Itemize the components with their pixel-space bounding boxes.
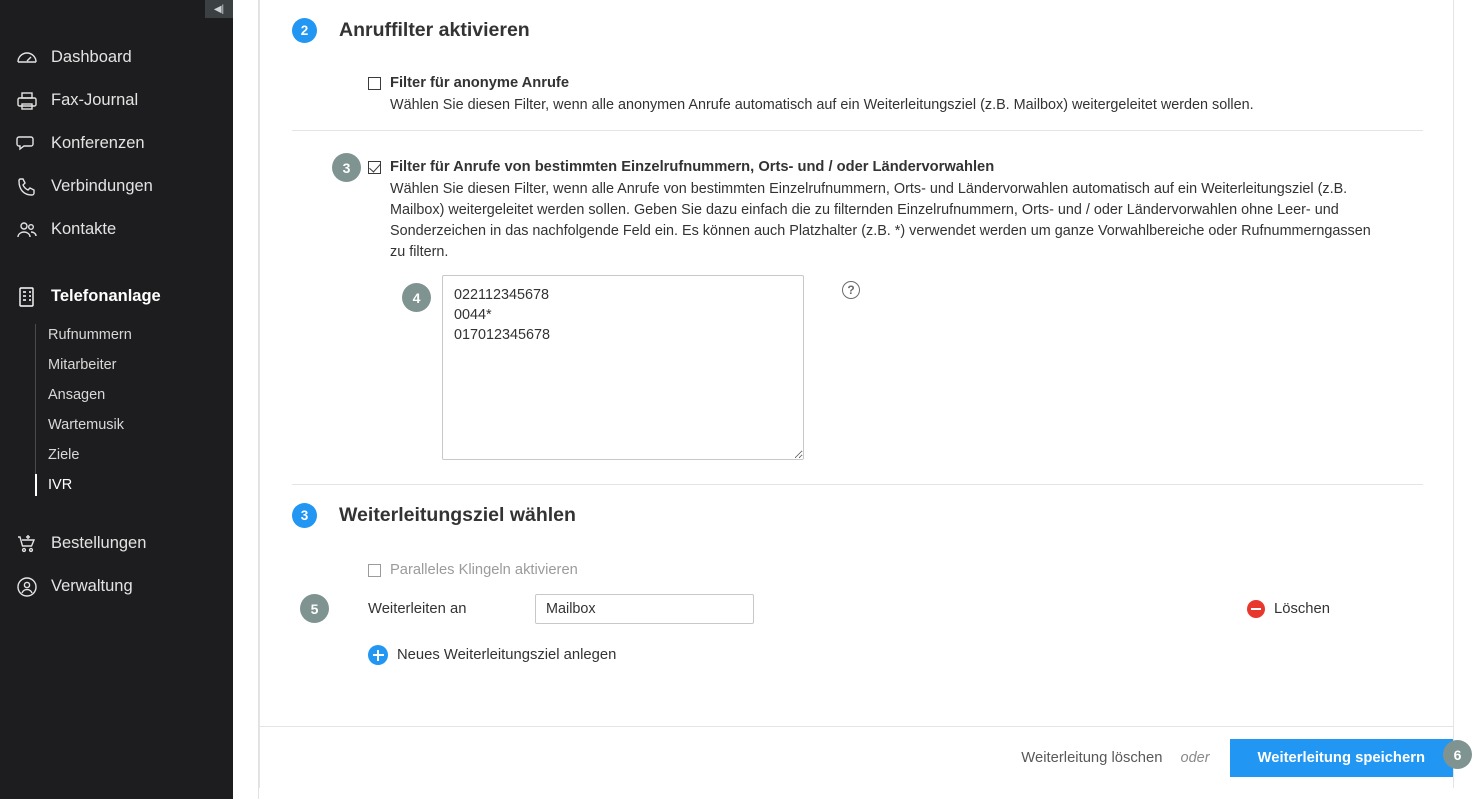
parallel-ringing-row — [292, 536, 1423, 580]
sidebar-collapse-icon[interactable]: ◀| — [205, 0, 233, 18]
printer-icon — [15, 89, 47, 113]
sidebar-subitem-mitarbeiter[interactable]: Mitarbeiter — [48, 357, 117, 373]
forward-target-label: Weiterleiten an — [368, 601, 467, 617]
speedometer-icon — [15, 46, 47, 70]
step-badge-3: 3 — [292, 503, 317, 528]
sidebar-item-label: Konferenzen — [51, 134, 145, 152]
sidebar-item-label: Fax-Journal — [51, 91, 139, 109]
add-target-button[interactable] — [292, 624, 1423, 665]
building-icon — [15, 285, 47, 309]
step-badge-5: 5 — [300, 594, 329, 623]
delete-forwarding-button[interactable]: Weiterleitung löschen — [1021, 749, 1163, 766]
number-filter-checkbox[interactable] — [368, 161, 381, 174]
sidebar-item-konferenzen[interactable] — [0, 122, 233, 165]
number-filter-textarea[interactable] — [442, 275, 804, 460]
cart-icon — [15, 532, 47, 556]
section-anruffilter — [260, 0, 1453, 485]
sidebar-item-fax-journal[interactable] — [0, 79, 233, 122]
help-icon[interactable]: ? — [842, 281, 860, 299]
anonymous-filter-row — [292, 51, 1423, 93]
sidebar-subitem-wartemusik[interactable]: Wartemusik — [48, 417, 124, 433]
sidebar-item-label: Dashboard — [51, 48, 132, 66]
main-area — [233, 0, 1480, 799]
save-forwarding-button[interactable]: Weiterleitung speichern — [1230, 739, 1453, 777]
chat-icon — [15, 132, 47, 156]
phone-waves-icon — [15, 175, 47, 199]
plus-circle-icon — [368, 645, 388, 665]
people-icon — [15, 218, 47, 242]
sidebar-item-label: Bestellungen — [51, 534, 147, 552]
section-anruffilter-header — [292, 0, 1423, 51]
section-title: Weiterleitungsziel wählen — [339, 504, 576, 526]
sidebar-subitem-ziele[interactable]: Ziele — [48, 447, 80, 463]
step-badge-6: 6 — [1443, 740, 1472, 769]
delete-target-button[interactable] — [1247, 600, 1330, 618]
forwarding-panel — [259, 0, 1454, 788]
minus-circle-icon — [1247, 600, 1265, 618]
sidebar-item-verbindungen[interactable] — [0, 165, 233, 208]
number-filter-field-row — [292, 263, 1423, 460]
parallel-ringing-checkbox[interactable] — [368, 564, 381, 577]
sidebar-item-label: Verbindungen — [51, 177, 153, 195]
sidebar-nav — [0, 0, 233, 608]
step-badge-3-inline: 3 — [332, 153, 361, 182]
bottom-strip — [259, 788, 1480, 799]
subnav-divider — [35, 324, 36, 474]
sidebar-item-label: Kontakte — [51, 220, 117, 238]
sidebar-item-label: Verwaltung — [51, 577, 133, 595]
anonymous-filter-label: Filter für anonyme Anrufe — [390, 75, 569, 91]
parallel-ringing-label: Paralleles Klingeln aktivieren — [390, 562, 578, 578]
anonymous-filter-description: Wählen Sie diesen Filter, wenn alle anonymen Anrufe automatisch auf ein Weiterleitungsziel (z.B. Mailbox) weitergeleitet werden sollen. — [390, 97, 1254, 113]
sidebar-subitem-ivr[interactable]: IVR — [0, 470, 233, 500]
number-filter-description: Wählen Sie diesen Filter, wenn alle Anrufe von bestimmten Einzelrufnummern, Orts- und Ländervorwahlen automatisch auf ein Weiterleitungsziel (z.B. Mailbox) weitergeleitet werden sollen. Geben Sie dazu einfach die zu filternden Einzelrufnummern, Orts- und / oder Ländervorwahlen ohne Leer- und Sonderzeichen in das nachfolgende Feld ein. Es können auch Platzhalter (z.B. *) verwendet werden um ganze Vorwahlbereiche oder Rufnummerngassen zu filtern. — [390, 181, 1371, 260]
user-circle-icon — [15, 575, 47, 599]
sidebar-item-dashboard[interactable] — [0, 36, 233, 79]
section-title: Anruffilter aktivieren — [339, 19, 530, 41]
sidebar-subitem-rufnummern[interactable]: Rufnummern — [48, 327, 132, 343]
number-filter-label: Filter für Anrufe von bestimmten Einzelrufnummern, Orts- und / oder Ländervorwahlen — [390, 159, 995, 175]
step-badge-2: 2 — [292, 18, 317, 43]
sidebar-item-label: Telefonanlage — [51, 287, 161, 305]
panel-footer — [260, 726, 1453, 788]
sidebar — [0, 0, 233, 799]
forward-target-select[interactable]: Mailbox — [535, 594, 754, 624]
content — [259, 0, 1480, 799]
forward-target-row — [292, 580, 1423, 624]
or-label: oder — [1180, 749, 1210, 766]
section-weiterleitungsziel — [260, 485, 1453, 665]
number-filter-block — [292, 131, 1423, 460]
sidebar-subnav — [0, 320, 233, 500]
add-target-label: Neues Weiterleitungsziel anlegen — [397, 647, 617, 663]
sidebar-item-telefonanlage[interactable] — [0, 275, 233, 318]
section-weiterleitungsziel-header — [292, 485, 1423, 536]
number-filter-row — [292, 147, 1423, 177]
anonymous-filter-checkbox[interactable] — [368, 77, 381, 90]
sidebar-item-bestellungen[interactable] — [0, 522, 233, 565]
sidebar-item-kontakte[interactable] — [0, 208, 233, 251]
step-badge-4: 4 — [402, 283, 431, 312]
sidebar-item-verwaltung[interactable] — [0, 565, 233, 608]
delete-target-label: Löschen — [1274, 601, 1330, 617]
sidebar-subitem-ansagen[interactable]: Ansagen — [48, 387, 106, 403]
